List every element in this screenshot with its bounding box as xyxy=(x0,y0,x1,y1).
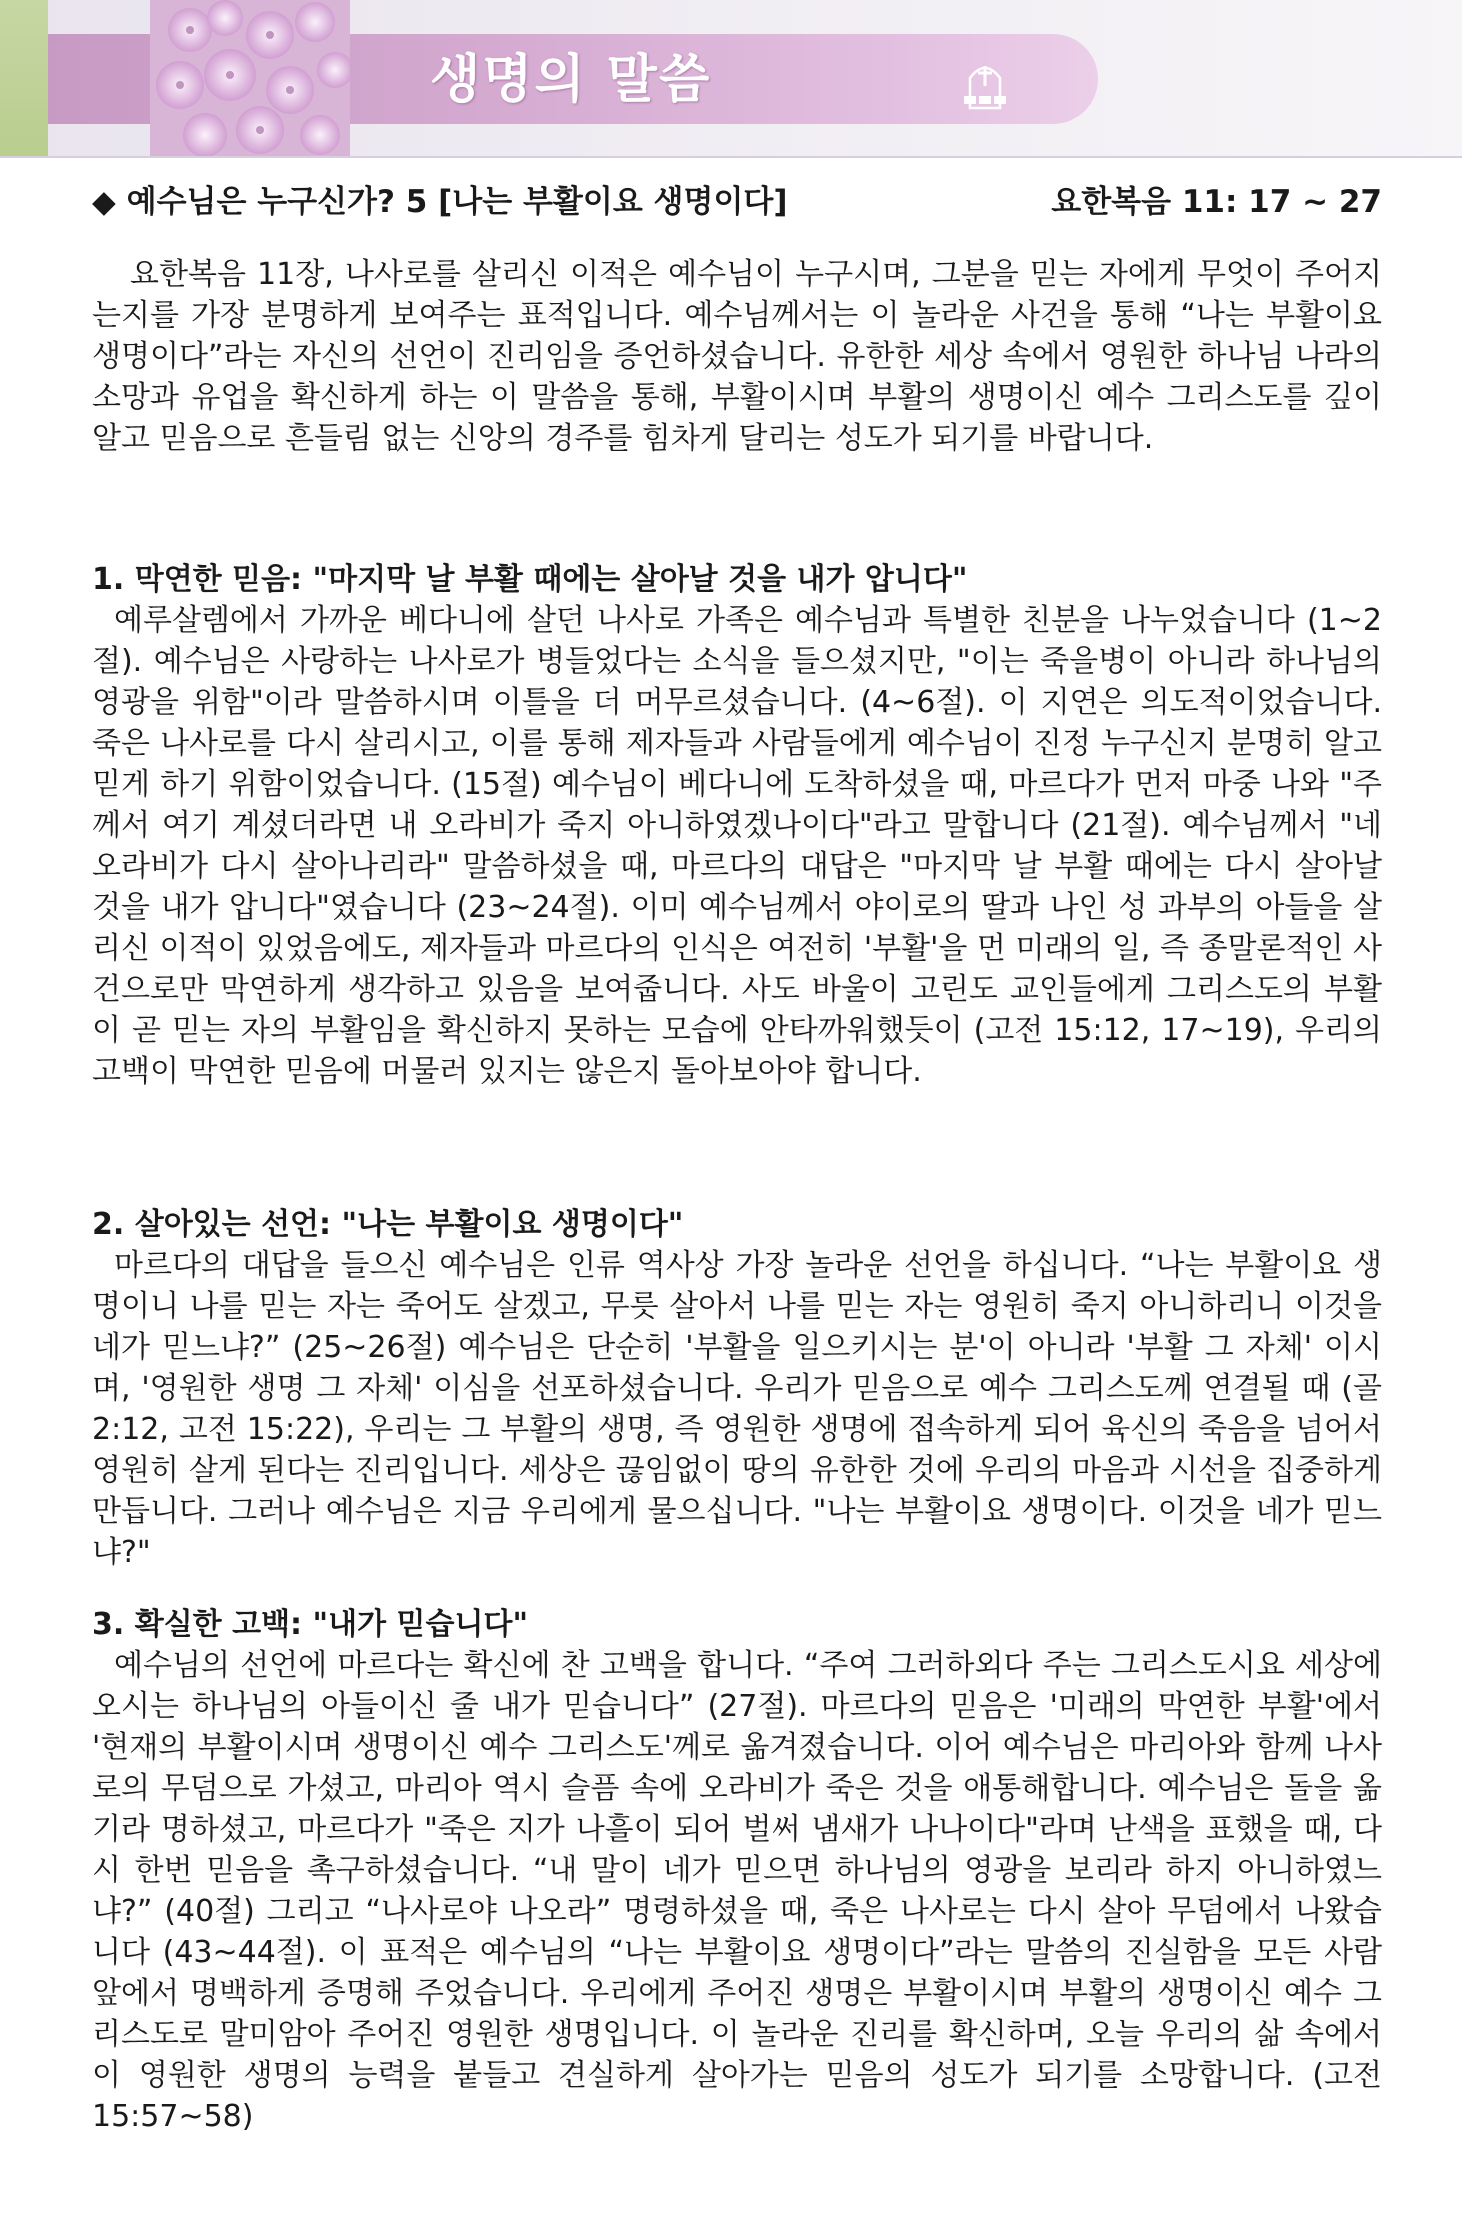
intro-paragraph: 요한복음 11장, 나사로를 살리신 이적은 예수님이 누구시며, 그분을 믿는 자에게 무엇이 주어지는지를 가장 분명하게 보여주는 표적입니다. 예수님께서는 이 놀라운 사건을 통해 “나는 부활이요 생명이다”라는 자신의 선언이 진리임을 증언하셨습니다. 유한한 세상 속에서 영원한 하나님 나라의 소망과 유업을 확신하게 하는 이 말씀을 통해, 부활이시며 부활의 생명이신 예수 그리스도를 깊이 알고 믿음으로 흔들림 없는 신앙의 경주를 힘차게 달리는 성도가 되기를 바랍니다. xyxy=(92,257,1382,456)
sermon-heading xyxy=(92,182,1382,222)
header-accent-strip xyxy=(0,0,48,156)
church-icon xyxy=(960,52,1010,112)
section-3-title: 3. 확실한 고백: "내가 믿습니다" xyxy=(92,1607,529,1642)
page-header xyxy=(0,0,1462,158)
header-title: 생명의 말씀 xyxy=(430,50,712,110)
scripture-reference: 요한복음 11: 17 ~ 27 xyxy=(1051,184,1382,220)
intro-block xyxy=(92,254,1382,459)
section-2-body: 마르다의 대답을 들으신 예수님은 인류 역사상 가장 놀라운 선언을 하십니다. “나는 부활이요 생명이니 나를 믿는 자는 죽어도 살겠고, 무릇 살아서 나를 믿는 자는 영원히 죽지 아니하리니 이것을 네가 믿느냐?” (25~26절) 예수님은 단순히 '부활을 일으키시는 분'이 아니라 '부활 그 자체' 이시며, '영원한 생명 그 자체' 이심을 선포하셨습니다. 우리가 믿음으로 예수 그리스도께 연결될 때 (골 2:12, 고전 15:22), 우리는 그 부활의 생명, 즉 영원한 생명에 접속하게 되어 육신의 죽음을 넘어서 영원히 살게 된다는 진리입니다. 세상은 끊임없이 땅의 유한한 것에 우리의 마음과 시선을 집중하게 만듭니다. 그러나 예수님은 지금 우리에게 물으십니다. "나는 부활이요 생명이다. 이것을 네가 믿느냐?" xyxy=(92,1248,1382,1570)
section-2 xyxy=(92,1205,1382,1573)
sermon-title: ◆ 예수님은 누구신가? 5 [나는 부활이요 생명이다] xyxy=(92,184,788,220)
section-1 xyxy=(92,560,1382,1092)
section-1-title: 1. 막연한 믿음: "마지막 날 부활 때에는 살아날 것을 내가 압니다" xyxy=(92,562,968,597)
section-1-body: 예루살렘에서 가까운 베다니에 살던 나사로 가족은 예수님과 특별한 친분을 나누었습니다 (1~2절). 예수님은 사랑하는 나사로가 병들었다는 소식을 들으셨지만, "이는 죽을병이 아니라 하나님의 영광을 위함"이라 말씀하시며 이틀을 더 머무르셨습니다. (4~6절). 이 지연은 의도적이었습니다. 죽은 나사로를 다시 살리시고, 이를 통해 제자들과 사람들에게 예수님이 진정 누구신지 분명히 알고 믿게 하기 위함이었습니다. (15절) 예수님이 베다니에 도착하셨을 때, 마르다가 먼저 마중 나와 "주께서 여기 계셨더라면 내 오라비가 죽지 아니하였겠나이다"라고 말합니다 (21절). 예수님께서 "네 오라비가 다시 살아나리라" 말씀하셨을 때, 마르다의 대답은 "마지막 날 부활 때에는 다시 살아날 것을 내가 압니다"였습니다 (23~24절). 이미 예수님께서 야이로의 딸과 나인 성 과부의 아들을 살리신 이적이 있었음에도, 제자들과 마르다의 인식은 여전히 '부활'을 먼 미래의 일, 즉 종말론적인 사건으로만 막연하게 생각하고 있음을 보여줍니다. 사도 바울이 고린도 교인들에게 그리스도의 부활이 곧 믿는 자의 부활임을 확신하지 못하는 모습에 안타까워했듯이 (고전 15:12, 17~19), 우리의 고백이 막연한 믿음에 머물러 있지는 않은지 돌아보아야 합니다. xyxy=(92,603,1382,1089)
section-3-body: 예수님의 선언에 마르다는 확신에 찬 고백을 합니다. “주여 그러하외다 주는 그리스도시요 세상에 오시는 하나님의 아들이신 줄 내가 믿습니다” (27절). 마르다의 믿음은 '미래의 막연한 부활'에서 '현재의 부활이시며 생명이신 예수 그리스도'께로 옮겨졌습니다. 이어 예수님은 마리아와 함께 나사로의 무덤으로 가셨고, 마리아 역시 슬픔 속에 오라비가 죽은 것을 애통해합니다. 예수님은 돌을 옮기라 명하셨고, 마르다가 "죽은 지가 나흘이 되어 벌써 냄새가 나나이다"라며 난색을 표했을 때, 다시 한번 믿음을 촉구하셨습니다. “내 말이 네가 믿으면 하나님의 영광을 보리라 하지 아니하였느냐?” (40절) 그리고 “나사로야 나오라” 명령하셨을 때, 죽은 나사로는 다시 살아 무덤에서 나왔습니다 (43~44절). 이 표적은 예수님의 “나는 부활이요 생명이다”라는 말씀의 진실함을 모든 사람 앞에서 명백하게 증명해 주었습니다. 우리에게 주어진 생명은 부활이시며 부활의 생명이신 예수 그리스도로 말미암아 주어진 영원한 생명입니다. 이 놀라운 진리를 확신하며, 오늘 우리의 삶 속에서 이 영원한 생명의 능력을 붙들고 견실하게 살아가는 믿음의 성도가 되기를 소망합니다. (고전 15:57~58) xyxy=(92,1648,1382,2134)
lilac-flower-image xyxy=(150,0,350,156)
section-2-title: 2. 살아있는 선언: "나는 부활이요 생명이다" xyxy=(92,1207,684,1242)
section-3 xyxy=(92,1605,1382,2137)
